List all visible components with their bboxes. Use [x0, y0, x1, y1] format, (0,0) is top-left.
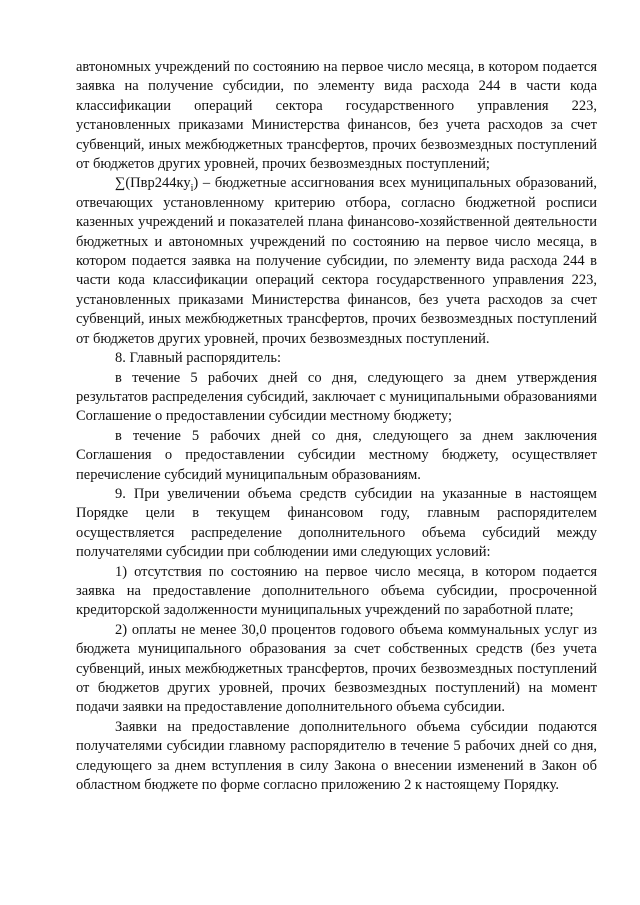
paragraph-5: в течение 5 рабочих дней со дня, следующего за днем заключения Соглашения о предоставлении субсидии местному бюджету, осуществляет перечисление субсидий муниципальным образованиям.: [76, 427, 597, 483]
paragraph-4: в течение 5 рабочих дней со дня, следующего за днем утверждения результатов распределения субсидий, заключает с муниципальными образованиями Соглашение о предоставлении субсидии местному бюджету;: [76, 369, 597, 425]
paragraph-1: автономных учреждений по состоянию на первое число месяца, в котором подается заявка на получение субсидии, по элементу вида расхода 244 в части кода классификации операций сектора государственного управления 223, установленных приказами Министерства финансов, без учета расходов за счет субвенций, иных межбюджетных трансфертов, прочих безвозмездных поступлений от бюджетов других уровней, прочих безвозмездных поступлений;: [76, 59, 597, 173]
paragraph-2: [76, 174, 597, 349]
paragraph-8: 2) оплаты не менее 30,0 процентов годового объема коммунальных услуг из бюджета муниципального образования за счет собственных средств (без учета субвенций, иных межбюджетных трансфертов, прочих безвозмездных поступлений от бюджетов других уровней, прочих безвозмездных поступлений) на момент подачи заявки на предоставление дополнительного объема субсидии.: [76, 621, 597, 716]
paragraph-3-heading: 8. Главный распорядитель:: [115, 350, 282, 367]
paragraph-9: Заявки на предоставление дополнительного объема субсидии подаются получателями субсидии главному распорядителю в течение 5 рабочих дней со дня, следующего за днем вступления в силу Закона о внесении изменений в Закон об областном бюджете по форме согласно приложению 2 к настоящему Порядку.: [76, 718, 597, 794]
paragraph-2-text: – бюджетные ассигнования всех муниципальных образований, отвечающих установленному критерию отбора, согласно бюджетной росписи казенных учреждений и показателей плана финансово-хозяйственной деятельности бюджетных и автономных учреждений по состоянию на первое число месяца, в котором подается заявка на получение субсидии, по элементу вида расхода 244 в части кода классификации операций сектора государственного управления 223, установленных приказами Министерства финансов, без учета расходов за счет субвенций, иных межбюджетных трансфертов, прочих безвозмездных поступлений от бюджетов других уровней, прочих безвозмездных поступлений.: [76, 175, 597, 347]
paragraph-6: 9. При увеличении объема средств субсидии на указанные в настоящем Порядке цели в текущем финансовом году, главным распорядителем осуществляется распределение дополнительного объема субсидий между получателями субсидии при соблюдении ими следующих условий:: [76, 485, 597, 561]
formula-subscript: i: [190, 183, 194, 195]
formula-sum: ∑(Пвр244ку: [115, 175, 191, 192]
paragraph-7: 1) отсутствия по состоянию на первое число месяца, в котором подается заявка на предоставление дополнительного объема субсидии, просроченной кредиторской задолженности муниципальных учреждений по заработной плате;: [76, 563, 597, 619]
document-page: [76, 58, 597, 795]
formula-close: ): [193, 175, 199, 192]
